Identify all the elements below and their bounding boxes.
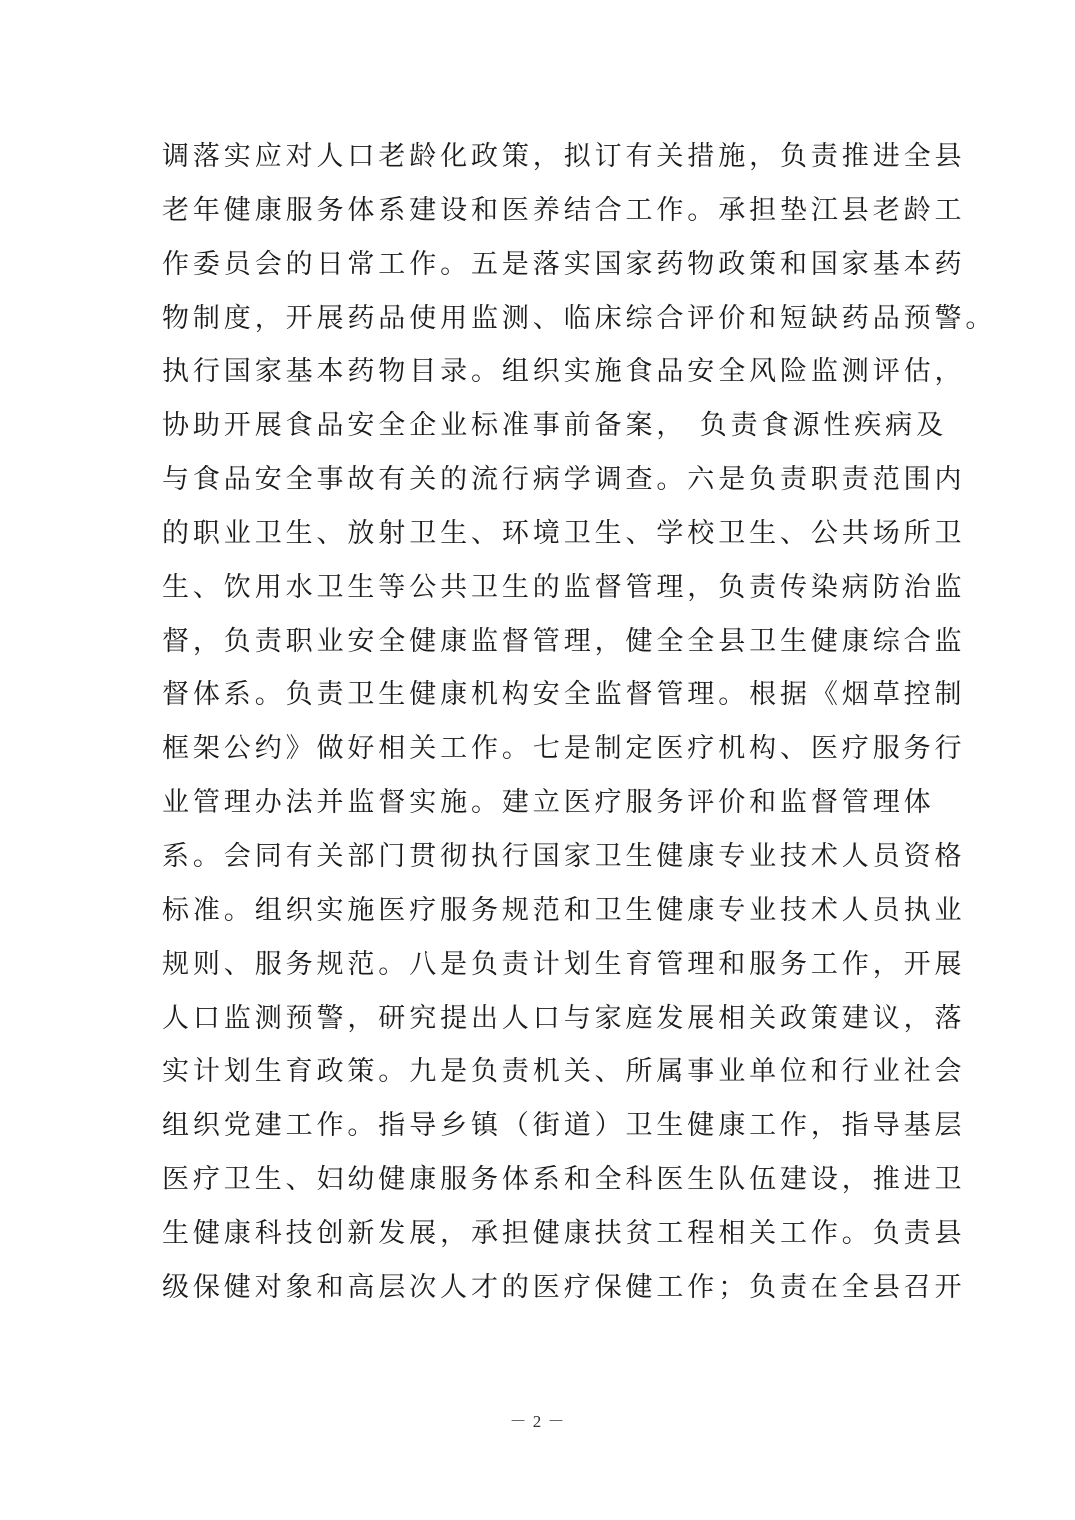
page-number: － 2 － — [509, 1412, 566, 1431]
text-line-21: 生健康科技创新发展，承担健康扶贫工程相关工作。负责县 — [162, 1217, 966, 1249]
text-line-8: 的职业卫生、放射卫生、环境卫生、学校卫生、公共场所卫 — [162, 517, 966, 549]
text-line-4: 物制度，开展药品使用监测、临床综合评价和短缺药品预警。 — [162, 302, 997, 334]
text-line-18: 实计划生育政策。九是负责机关、所属事业单位和行业社会 — [162, 1056, 966, 1088]
text-line-11: 督体系。负责卫生健康机构安全监督管理。根据《烟草控制 — [162, 679, 966, 711]
text-line-13: 业管理办法并监督实施。建立医疗服务评价和监督管理体 — [162, 787, 935, 819]
text-line-17: 人口监测预警，研究提出人口与家庭发展相关政策建议，落 — [162, 1002, 966, 1034]
text-line-12: 框架公约》做好相关工作。七是制定医疗机构、医疗服务行 — [162, 733, 966, 765]
text-line-22: 级保健对象和高层次人才的医疗保健工作；负责在全县召开 — [162, 1271, 966, 1303]
text-line-7: 与食品安全事故有关的流行病学调查。六是负责职责范围内 — [162, 464, 966, 496]
text-line-6: 协助开展食品安全企业标准事前备案， 负责食源性疾病及 — [162, 410, 947, 442]
text-line-2: 老年健康服务体系建设和医养结合工作。承担垫江县老龄工 — [162, 194, 966, 226]
text-line-16: 规则、服务规范。八是负责计划生育管理和服务工作，开展 — [162, 948, 966, 980]
text-line-5: 执行国家基本药物目录。组织实施食品安全风险监测评估， — [162, 356, 966, 388]
text-line-20: 医疗卫生、妇幼健康服务体系和全科医生队伍建设，推进卫 — [162, 1164, 966, 1196]
text-line-1: 调落实应对人口老龄化政策，拟订有关措施，负责推进全县 — [162, 141, 966, 172]
body-text — [162, 130, 997, 1315]
text-line-19: 组织党建工作。指导乡镇（街道）卫生健康工作，指导基层 — [162, 1110, 966, 1142]
text-line-9: 生、饮用水卫生等公共卫生的监督管理，负责传染病防治监 — [162, 571, 966, 603]
text-line-10: 督，负责职业安全健康监督管理，健全全县卫生健康综合监 — [162, 625, 966, 657]
text-line-3: 作委员会的日常工作。五是落实国家药物政策和国家基本药 — [162, 248, 966, 280]
text-line-15: 标准。组织实施医疗服务规范和卫生健康专业技术人员执业 — [162, 894, 966, 926]
text-line-14: 系。会同有关部门贯彻执行国家卫生健康专业技术人员资格 — [162, 840, 966, 872]
